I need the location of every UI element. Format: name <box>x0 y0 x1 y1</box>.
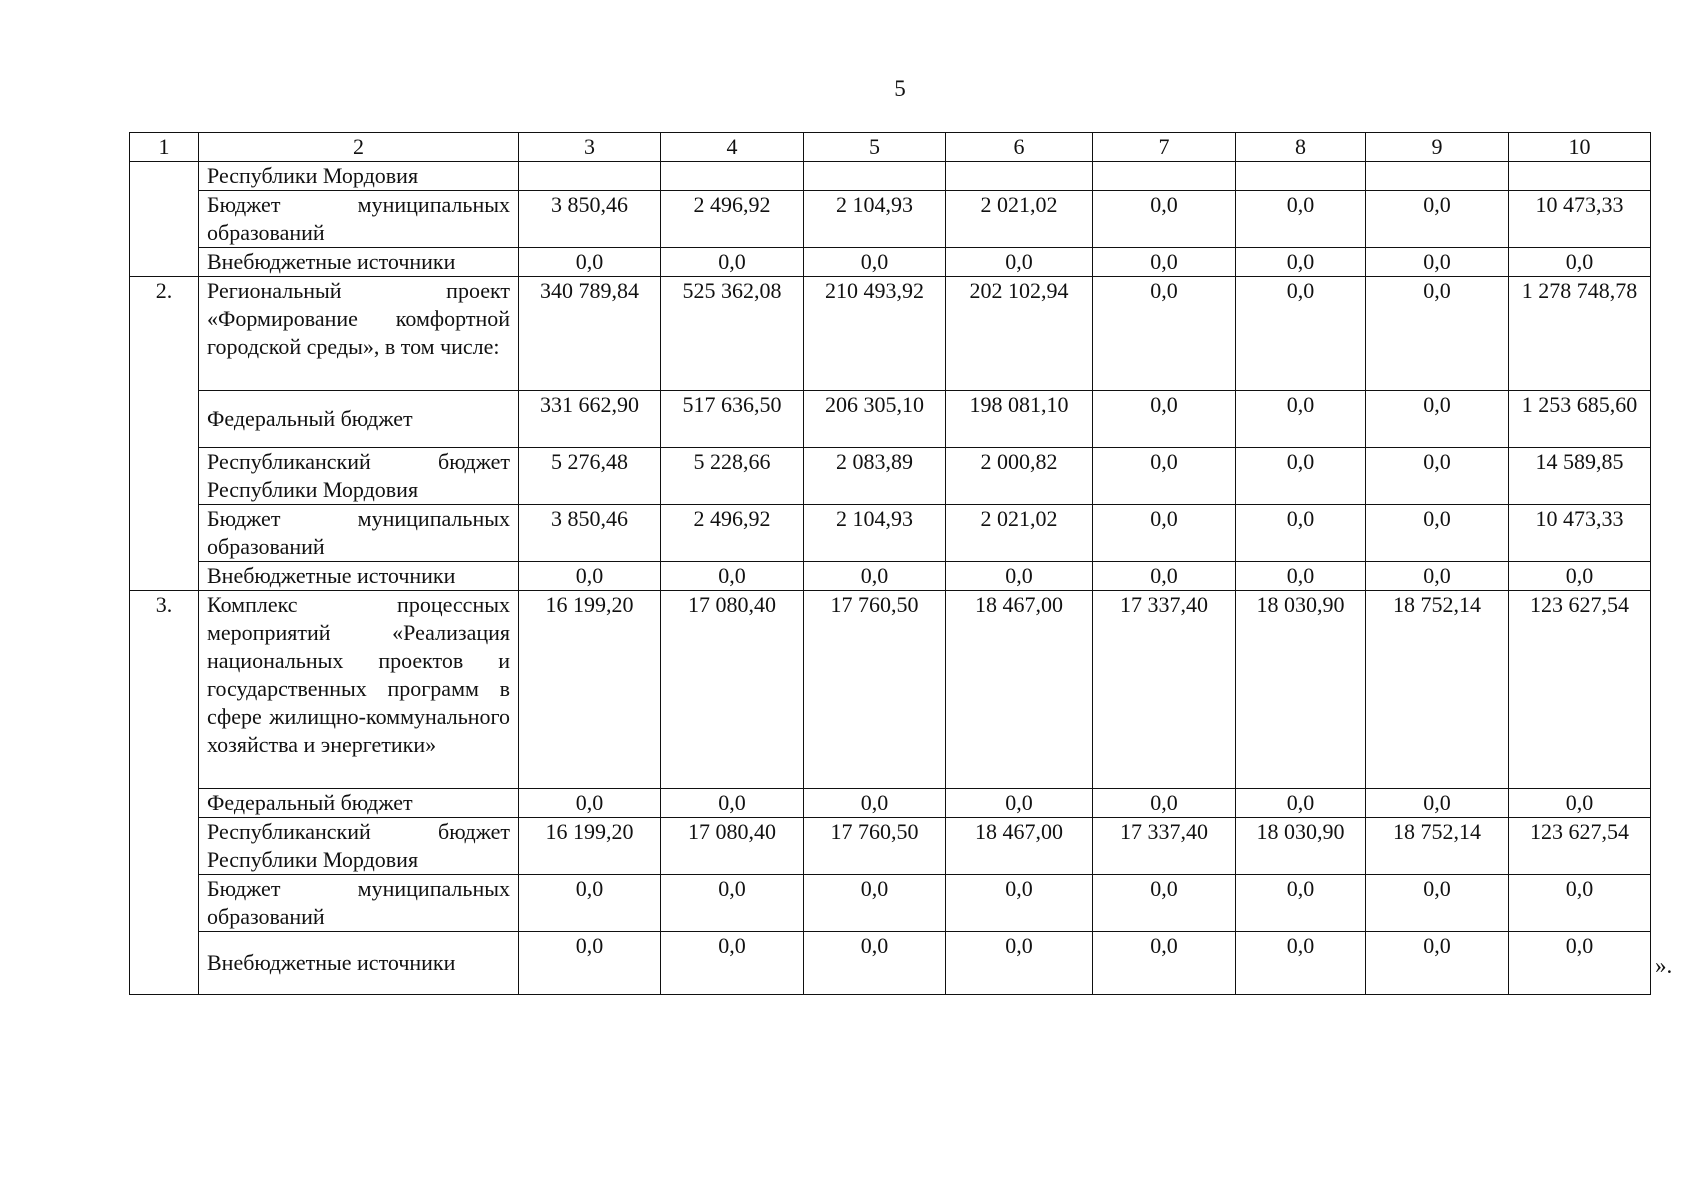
value-cell: 0,0 <box>1093 391 1236 448</box>
value-cell: 0,0 <box>1093 191 1236 248</box>
row-name: Внебюджетные источники <box>199 932 519 995</box>
value-cell <box>946 162 1093 191</box>
value-cell: 16 199,20 <box>519 591 661 789</box>
table-row <box>130 248 1651 277</box>
value-cell: 0,0 <box>946 248 1093 277</box>
value-cell: 0,0 <box>1509 789 1651 818</box>
value-cell: 0,0 <box>1093 562 1236 591</box>
value-cell: 0,0 <box>946 932 1093 995</box>
value-cell: 2 000,82 <box>946 448 1093 505</box>
row-name: Бюджет муниципальных образований <box>199 191 519 248</box>
value-cell: 0,0 <box>804 789 946 818</box>
value-cell: 0,0 <box>661 875 804 932</box>
table-row <box>130 875 1651 932</box>
value-cell: 0,0 <box>804 248 946 277</box>
row-name: Внебюджетные источники <box>199 248 519 277</box>
row-name: Комплекс процессных мероприятий «Реализация национальных проектов и государственных программ в сфере жилищно-коммунального хозяйства и энергетики» <box>199 591 519 789</box>
value-cell: 2 021,02 <box>946 191 1093 248</box>
value-cell: 0,0 <box>1236 789 1366 818</box>
row-number: 3. <box>130 591 199 995</box>
header-cell: 2 <box>199 133 519 162</box>
header-cell: 4 <box>661 133 804 162</box>
value-cell: 0,0 <box>661 248 804 277</box>
header-cell: 10 <box>1509 133 1651 162</box>
budget-table <box>129 132 1651 995</box>
value-cell: 0,0 <box>1366 277 1509 391</box>
value-cell: 0,0 <box>519 248 661 277</box>
value-cell: 206 305,10 <box>804 391 946 448</box>
value-cell: 0,0 <box>519 932 661 995</box>
value-cell: 1 253 685,60 <box>1509 391 1651 448</box>
table-row <box>130 932 1651 995</box>
value-cell: 0,0 <box>661 562 804 591</box>
value-cell <box>804 162 946 191</box>
header-cell: 1 <box>130 133 199 162</box>
header-cell: 8 <box>1236 133 1366 162</box>
row-name: Бюджет муниципальных образований <box>199 505 519 562</box>
value-cell: 0,0 <box>519 789 661 818</box>
value-cell: 0,0 <box>1366 562 1509 591</box>
row-name: Бюджет муниципальных образований <box>199 875 519 932</box>
value-cell: 18 752,14 <box>1366 818 1509 875</box>
row-name: Республиканский бюджет Республики Мордовия <box>199 448 519 505</box>
value-cell: 0,0 <box>519 875 661 932</box>
header-cell: 5 <box>804 133 946 162</box>
value-cell: 0,0 <box>1236 932 1366 995</box>
value-cell: 2 104,93 <box>804 191 946 248</box>
value-cell: 10 473,33 <box>1509 505 1651 562</box>
row-name: Федеральный бюджет <box>199 391 519 448</box>
value-cell: 2 496,92 <box>661 505 804 562</box>
value-cell: 3 850,46 <box>519 191 661 248</box>
value-cell: 0,0 <box>1093 505 1236 562</box>
value-cell: 0,0 <box>519 562 661 591</box>
value-cell: 18 752,14 <box>1366 591 1509 789</box>
row-number: 2. <box>130 277 199 591</box>
value-cell: 0,0 <box>946 789 1093 818</box>
value-cell: 0,0 <box>946 875 1093 932</box>
value-cell: 0,0 <box>1093 248 1236 277</box>
value-cell: 2 021,02 <box>946 505 1093 562</box>
value-cell: 202 102,94 <box>946 277 1093 391</box>
value-cell: 2 496,92 <box>661 191 804 248</box>
value-cell: 0,0 <box>1236 277 1366 391</box>
value-cell: 0,0 <box>804 562 946 591</box>
row-name: Внебюджетные источники <box>199 562 519 591</box>
value-cell: 0,0 <box>946 562 1093 591</box>
value-cell: 0,0 <box>1093 277 1236 391</box>
value-cell: 10 473,33 <box>1509 191 1651 248</box>
value-cell: 0,0 <box>1366 248 1509 277</box>
value-cell <box>1093 162 1236 191</box>
table-row <box>130 277 1651 391</box>
row-number <box>130 162 199 277</box>
value-cell: 17 760,50 <box>804 818 946 875</box>
table-row <box>130 162 1651 191</box>
value-cell: 17 760,50 <box>804 591 946 789</box>
value-cell: 123 627,54 <box>1509 818 1651 875</box>
value-cell: 0,0 <box>1093 932 1236 995</box>
value-cell: 5 228,66 <box>661 448 804 505</box>
value-cell: 2 083,89 <box>804 448 946 505</box>
value-cell: 18 467,00 <box>946 818 1093 875</box>
table-row <box>130 505 1651 562</box>
value-cell: 17 337,40 <box>1093 818 1236 875</box>
value-cell: 0,0 <box>1366 932 1509 995</box>
value-cell: 0,0 <box>1236 448 1366 505</box>
value-cell: 0,0 <box>1093 875 1236 932</box>
value-cell <box>1366 162 1509 191</box>
value-cell: 17 080,40 <box>661 591 804 789</box>
page-number: 5 <box>894 76 906 101</box>
value-cell: 2 104,93 <box>804 505 946 562</box>
table-row <box>130 818 1651 875</box>
value-cell <box>1509 162 1651 191</box>
value-cell: 123 627,54 <box>1509 591 1651 789</box>
value-cell: 18 030,90 <box>1236 818 1366 875</box>
value-cell: 3 850,46 <box>519 505 661 562</box>
value-cell <box>661 162 804 191</box>
row-name: Республиканский бюджет Республики Мордовия <box>199 818 519 875</box>
header-cell: 9 <box>1366 133 1509 162</box>
table-header-row <box>130 133 1651 162</box>
value-cell: 0,0 <box>1509 932 1651 995</box>
header-cell: 7 <box>1093 133 1236 162</box>
closing-quote: ». <box>1655 953 1673 978</box>
table-row <box>130 448 1651 505</box>
value-cell: 0,0 <box>1236 191 1366 248</box>
value-cell: 0,0 <box>1366 191 1509 248</box>
value-cell: 0,0 <box>1236 248 1366 277</box>
value-cell: 18 030,90 <box>1236 591 1366 789</box>
value-cell: 210 493,92 <box>804 277 946 391</box>
row-name: Республики Мордовия <box>199 162 519 191</box>
value-cell: 0,0 <box>1236 391 1366 448</box>
value-cell: 525 362,08 <box>661 277 804 391</box>
table-row <box>130 591 1651 789</box>
value-cell: 0,0 <box>1366 875 1509 932</box>
value-cell: 0,0 <box>661 932 804 995</box>
value-cell: 198 081,10 <box>946 391 1093 448</box>
value-cell: 0,0 <box>1236 875 1366 932</box>
value-cell: 17 337,40 <box>1093 591 1236 789</box>
value-cell: 0,0 <box>1366 391 1509 448</box>
value-cell: 517 636,50 <box>661 391 804 448</box>
value-cell: 0,0 <box>1509 248 1651 277</box>
value-cell <box>1236 162 1366 191</box>
header-cell: 6 <box>946 133 1093 162</box>
value-cell: 0,0 <box>661 789 804 818</box>
table-row <box>130 391 1651 448</box>
value-cell: 331 662,90 <box>519 391 661 448</box>
value-cell: 0,0 <box>1366 448 1509 505</box>
value-cell: 0,0 <box>804 932 946 995</box>
value-cell: 1 278 748,78 <box>1509 277 1651 391</box>
row-name: Региональный проект «Формирование комфортной городской среды», в том числе: <box>199 277 519 391</box>
row-name: Федеральный бюджет <box>199 789 519 818</box>
table-row <box>130 191 1651 248</box>
value-cell: 0,0 <box>1093 789 1236 818</box>
value-cell: 14 589,85 <box>1509 448 1651 505</box>
value-cell: 0,0 <box>1509 875 1651 932</box>
value-cell: 0,0 <box>1509 562 1651 591</box>
value-cell: 0,0 <box>804 875 946 932</box>
table-row <box>130 562 1651 591</box>
value-cell: 0,0 <box>1236 505 1366 562</box>
value-cell: 17 080,40 <box>661 818 804 875</box>
value-cell: 16 199,20 <box>519 818 661 875</box>
value-cell: 0,0 <box>1093 448 1236 505</box>
header-cell: 3 <box>519 133 661 162</box>
table-row <box>130 789 1651 818</box>
value-cell: 0,0 <box>1366 505 1509 562</box>
value-cell: 18 467,00 <box>946 591 1093 789</box>
value-cell <box>519 162 661 191</box>
value-cell: 340 789,84 <box>519 277 661 391</box>
value-cell: 0,0 <box>1366 789 1509 818</box>
value-cell: 0,0 <box>1236 562 1366 591</box>
value-cell: 5 276,48 <box>519 448 661 505</box>
